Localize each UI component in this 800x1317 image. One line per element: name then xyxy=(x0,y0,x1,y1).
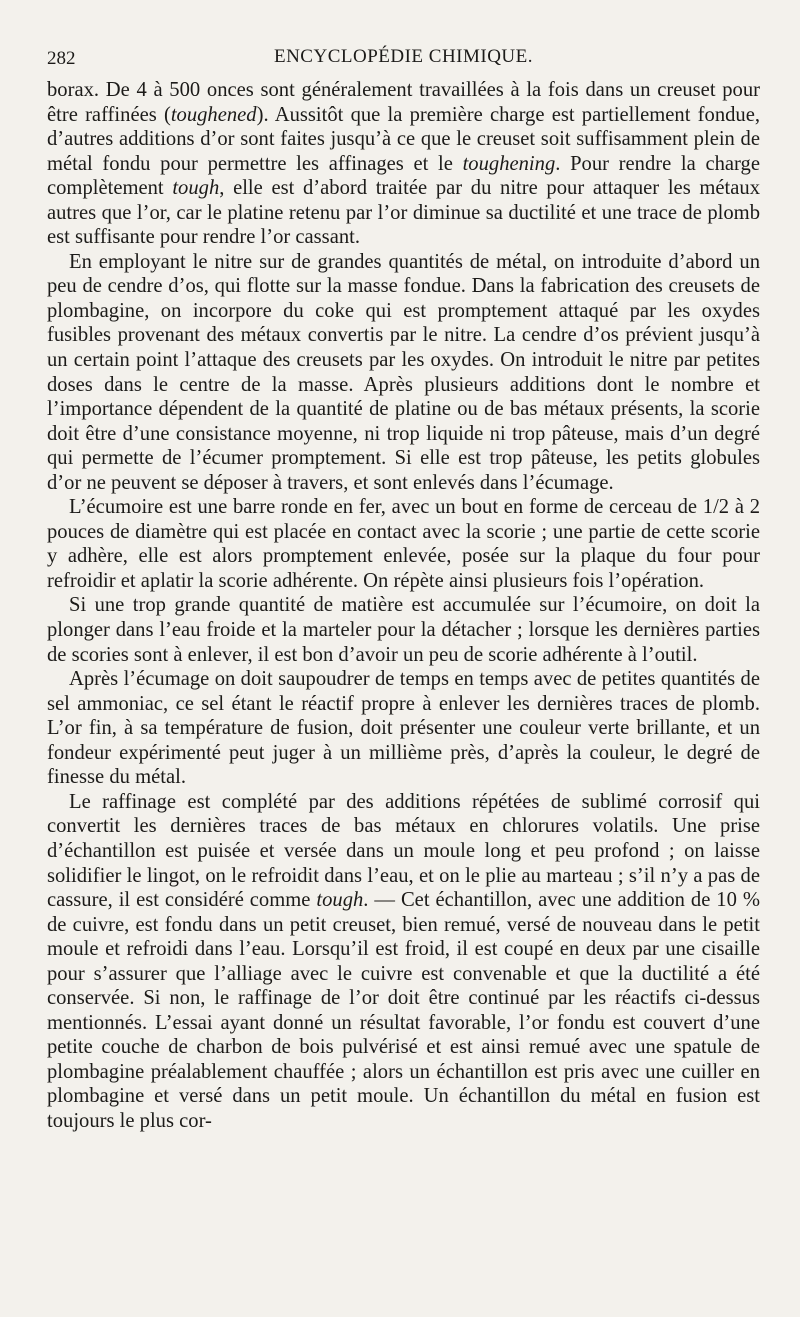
text-run: . Pour rendre la charge complètement xyxy=(47,152,760,200)
page-number: 282 xyxy=(47,48,76,69)
italic-term: tough xyxy=(316,889,364,912)
text-run: L’écumoire est une barre ronde en fer, avec un bout en forme de cerceau de 1/2 à 2 pouces de diamètre qui est placée en contact avec la scorie ; une partie de cette scorie y adhère, elle est alors promptement enlevée, posée sur la plaque du four pour refroidir et aplatir la scorie adhérente. On répète ainsi plusieurs fois l’opération. xyxy=(47,496,760,592)
text-run: borax. De 4 à 500 onces sont généralement travaillées à la fois dans un creuset pour être raffinées ( xyxy=(47,79,760,126)
paragraph xyxy=(47,667,760,790)
text-run: ). Aussitôt que la première charge est partiellement fondue, d’autres additions d’or sont faites jusqu’à ce que le creuset soit suffisamment plein de métal fondu pour permettre les affinages et le xyxy=(47,103,760,175)
paragraph xyxy=(47,250,760,495)
text-run: Après l’écumage on doit saupoudrer de temps en temps avec de petites quantités de sel ammoniac, ce sel étant le réactif propre à enlever les dernières traces de plomb. L’or fin, à sa température de fusion, doit présenter une couleur verte brillante, et un fondeur expérimenté peut juger à un millième près, d’après la couleur, le degré de finesse du métal. xyxy=(47,668,760,789)
text-run: En employant le nitre sur de grandes quantités de métal, on introduite d’abord un peu de cendre d’os, qui flotte sur la masse fondue. Dans la fabrication des creusets de plombagine, on incorpore du coke qui est promptement attaqué par les oxydes fusibles provenant des métaux convertis par le nitre. La cendre d’os prévient jusqu’à un certain point l’attaque des creusets par les oxydes. On introduit le nitre par petites doses dans le centre de la masse. Après plusieurs additions dont le nombre et l’importance dépendent de la quantité de platine ou de bas métaux présents, la scorie doit être d’une consistance moyenne, ni trop liquide ni trop pâteuse, mais d’un degré qui permette de l’écumer promptement. Si elle est trop pâteuse, les petits globules d’or ne peuvent se déposer à travers, et sont enlevés dans l’écumage. xyxy=(47,250,760,494)
running-title: ENCYCLOPÉDIE CHIMIQUE. xyxy=(273,46,534,67)
text-run: Si une trop grande quantité de matière est accumulée sur l’écumoire, on doit la plonger dans l’eau froide et la marteler pour la détacher ; lorsque les dernières parties de scories sont à enlever, il est bon d’avoir un peu de scorie adhérente à l’outil. xyxy=(47,594,760,666)
italic-term: toughening xyxy=(462,152,556,175)
italic-term: toughened xyxy=(170,103,257,126)
text-run: , elle est d’abord traitée par du nitre pour attaquer les métaux autres que l’or, car le platine retenu par l’or diminue sa ductilité et une trace de plomb est suffisante pour rendre l’or cassant. xyxy=(47,177,760,249)
paragraph xyxy=(47,78,760,250)
paragraph xyxy=(47,790,760,1134)
paragraph xyxy=(47,593,760,667)
page-header xyxy=(47,44,760,70)
text-run: Le raffinage est complété par des additions répétées de sublimé corrosif qui convertit les dernières traces de bas métaux en chlorures volatils. Une prise d’échantillon est puisée et versée dans un moule long et peu profond ; on laisse solidifier le lingot, on le refroidit dans l’eau, et on le plie au marteau ; s’il n’y a pas de cassure, il est considéré comme xyxy=(47,790,760,912)
body-text xyxy=(47,78,760,1134)
text-run: . — Cet échantillon, avec une addition de 10 % de cuivre, est fondu dans un petit creuset, bien remué, versé de nouveau dans le petit moule et refroidi dans l’eau. Lorsqu’il est froid, il est coupé en deux par une cisaille pour s’assurer que l’alliage avec le cuivre est convenable et que la ductilité a été conservée. Si non, le raffinage de l’or doit être continué par les réactifs ci-dessus mentionnés. L’essai ayant donné un résultat favorable, l’or fondu est couvert d’une petite couche de charbon de bois pulvérisé et est ainsi remué avec une spatule de plombagine préalablement chauffée ; alors un échantillon est pris avec une cuiller en plombagine et versé dans un petit moule. Un échantillon du métal en fusion est toujours le plus cor- xyxy=(47,889,761,1132)
paragraph xyxy=(47,495,760,593)
italic-term: tough xyxy=(172,177,220,200)
